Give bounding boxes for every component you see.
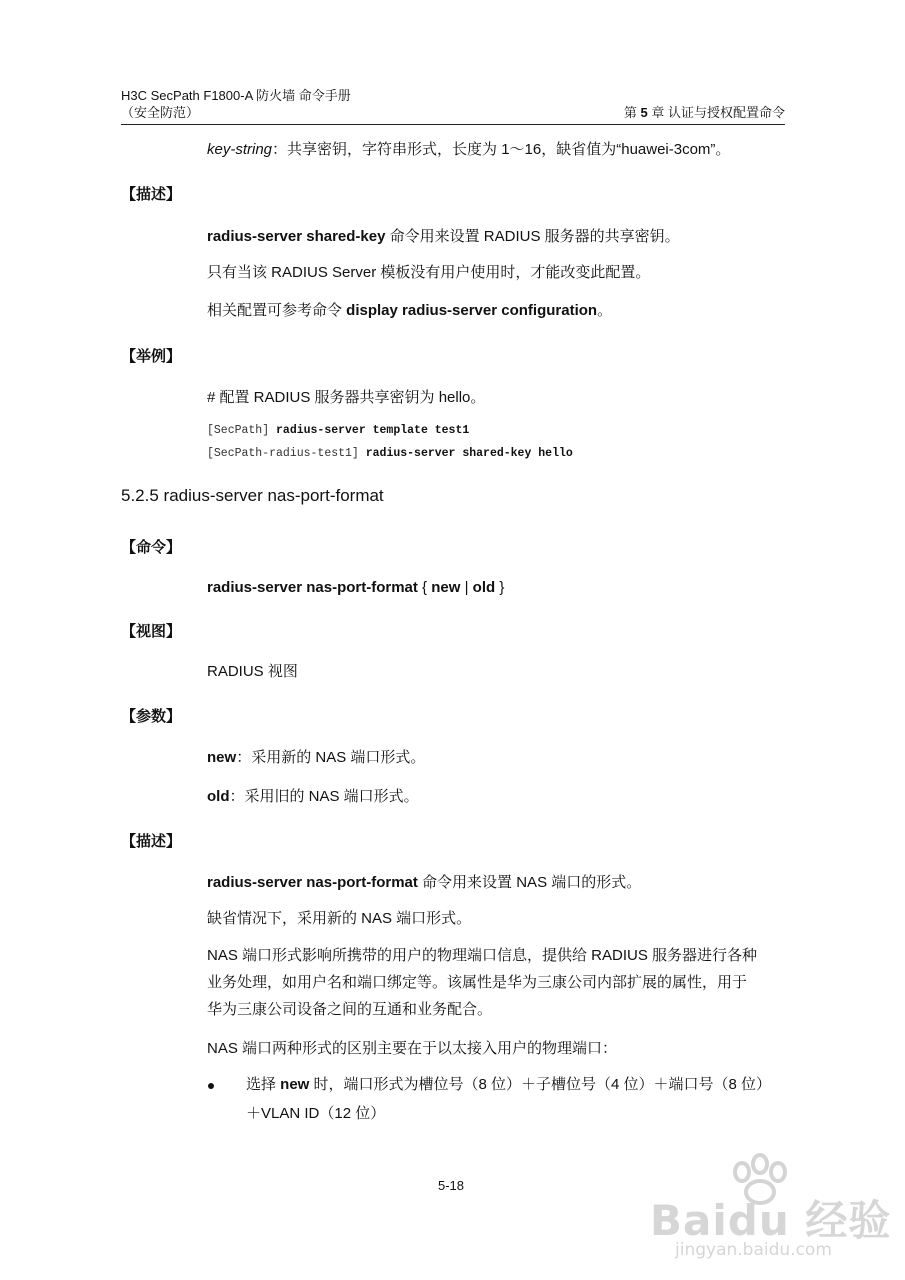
code-line: [SecPath] radius-server template test1 [207, 424, 470, 437]
view-text: RADIUS 视图 [207, 663, 298, 680]
description-line: 只有当该 RADIUS Server 模板没有用户使用时，才能改变此配置。 [207, 264, 651, 281]
example-comment: # 配置 RADIUS 服务器共享密钥为 hello。 [207, 389, 486, 406]
section-heading-description: 【描述】 [121, 186, 182, 203]
code-line: [SecPath-radius-test1] radius-server shared-key hello [207, 447, 573, 460]
section-heading-description: 【描述】 [121, 833, 182, 850]
section-heading-command: 【命令】 [121, 539, 182, 556]
section-title: 5.2.5 radius-server nas-port-format [121, 486, 384, 505]
header-rule [121, 124, 785, 125]
description-line: 业务处理，如用户名和端口绑定等。该属性是华为三康公司内部扩展的属性，用于 [207, 974, 748, 991]
list-item: 选择 new 时，端口形式为槽位号（8 位）＋子槽位号（4 位）＋端口号（8 位） [246, 1076, 772, 1093]
watermark-logo-text: Baidu 经验 [650, 1196, 892, 1245]
description-line: 相关配置可参考命令 display radius-server configuration。 [207, 302, 613, 319]
param-key-string: key-string：共享密钥，字符串形式，长度为 1～16，缺省值为“huawei-3com”。 [207, 141, 731, 158]
description-line: 华为三康公司设备之间的互通和业务配合。 [207, 1001, 493, 1018]
watermark-url: jingyan.baidu.com [675, 1240, 832, 1260]
description-line: radius-server shared-key 命令用来设置 RADIUS 服务器的共享密钥。 [207, 228, 680, 245]
bullet-icon [208, 1083, 214, 1089]
description-line: NAS 端口两种形式的区别主要在于以太接入用户的物理端口： [207, 1040, 618, 1057]
description-line: 缺省情况下，采用新的 NAS 端口形式。 [207, 910, 472, 927]
description-line: NAS 端口形式影响所携带的用户的物理端口信息，提供给 RADIUS 服务器进行各种 [207, 947, 758, 964]
header-product: H3C SecPath F1800-A 防火墙 命令手册 [121, 88, 351, 103]
section-heading-parameters: 【参数】 [121, 708, 182, 725]
header-chapter: 第 5 章 认证与授权配置命令 [623, 105, 785, 120]
section-heading-example: 【举例】 [121, 348, 182, 365]
baidu-jingyan-watermark [650, 1150, 892, 1260]
list-item-continuation: ＋VLAN ID（12 位） [246, 1105, 386, 1122]
description-line: radius-server nas-port-format 命令用来设置 NAS 端口的形式。 [207, 874, 642, 891]
param-new: new：采用新的 NAS 端口形式。 [207, 749, 426, 766]
header-subtitle: （安全防范） [121, 105, 200, 120]
page-number: 5-18 [438, 1178, 465, 1193]
section-heading-view: 【视图】 [121, 623, 182, 640]
command-syntax: radius-server nas-port-format { new | old } [207, 579, 505, 596]
param-old: old：采用旧的 NAS 端口形式。 [207, 788, 419, 805]
